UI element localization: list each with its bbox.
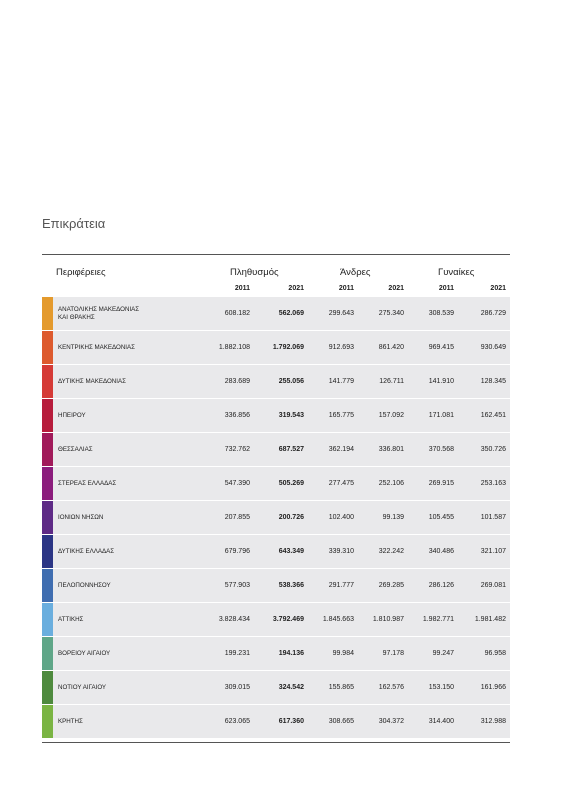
cell-women2011: 171.081 [428, 412, 454, 419]
region-color-swatch [42, 637, 53, 670]
cell-men2021: 252.106 [378, 480, 404, 487]
table-header [42, 255, 510, 297]
cell-pop2021: 562.069 [278, 310, 304, 317]
cell-women2011: 141.910 [428, 378, 454, 385]
cell-men2011: 102.400 [328, 514, 354, 521]
cell-men2011: 99.984 [332, 650, 354, 657]
cell-women2011: 269.915 [428, 480, 454, 487]
cell-pop2021: 505.269 [278, 480, 304, 487]
cell-men2021: 861.420 [378, 344, 404, 351]
region-name: ΙΟΝΙΩΝ ΝΗΣΩΝ [58, 513, 104, 521]
region-color-swatch [42, 671, 53, 704]
cell-women2011: 286.126 [428, 582, 454, 589]
cell-pop2011: 207.855 [224, 514, 250, 521]
cell-women2011: 1.982.771 [422, 616, 454, 623]
cell-men2021: 322.242 [378, 548, 404, 555]
cell-pop2011: 547.390 [224, 480, 250, 487]
region-name: ΑΝΑΤΟΛΙΚΗΣ ΜΑΚΕΔΟΝΙΑΣ ΚΑΙ ΘΡΑΚΗΣ [58, 305, 140, 321]
cell-men2021: 269.285 [378, 582, 404, 589]
cell-men2011: 912.693 [328, 344, 354, 351]
cell-men2011: 308.665 [328, 718, 354, 725]
cell-women2011: 340.486 [428, 548, 454, 555]
region-name: ΣΤΕΡΕΑΣ ΕΛΛΑΔΑΣ [58, 479, 117, 487]
region-name: ΚΡΗΤΗΣ [58, 717, 83, 725]
cell-women2011: 99.247 [432, 650, 454, 657]
cell-pop2021: 643.349 [278, 548, 304, 555]
cell-pop2011: 309.015 [224, 684, 250, 691]
table-row [42, 569, 510, 603]
cell-men2021: 126.711 [379, 378, 404, 385]
cell-women2011: 969.415 [428, 344, 454, 351]
cell-men2021: 99.139 [382, 514, 404, 521]
cell-men2011: 165.775 [328, 412, 354, 419]
region-color-swatch [42, 467, 53, 500]
cell-women2021: 1.981.482 [474, 616, 506, 623]
table-row [42, 637, 510, 671]
region-name: ΗΠΕΙΡΟΥ [58, 411, 86, 419]
cell-men2011: 277.475 [328, 480, 354, 487]
header-year: 2021 [490, 285, 506, 292]
table-row [42, 535, 510, 569]
region-color-swatch [42, 399, 53, 432]
cell-men2021: 304.372 [378, 718, 404, 725]
cell-pop2021: 617.360 [278, 718, 304, 725]
cell-women2021: 253.163 [480, 480, 506, 487]
cell-pop2021: 319.543 [278, 412, 304, 419]
cell-men2021: 97.178 [382, 650, 404, 657]
region-color-swatch [42, 297, 53, 330]
bottom-rule [42, 742, 510, 743]
header-women: Γυναίκες [438, 267, 475, 278]
cell-men2011: 1.845.663 [322, 616, 354, 623]
header-year: 2021 [388, 285, 404, 292]
table-row [42, 603, 510, 637]
header-year: 2011 [234, 285, 250, 292]
cell-pop2011: 623.065 [224, 718, 250, 725]
cell-men2021: 1.810.987 [372, 616, 404, 623]
cell-women2011: 105.455 [428, 514, 454, 521]
cell-pop2011: 577.903 [224, 582, 250, 589]
cell-men2021: 157.092 [378, 412, 404, 419]
cell-pop2011: 199.231 [224, 650, 250, 657]
cell-women2021: 350.726 [480, 446, 506, 453]
region-color-swatch [42, 705, 53, 738]
cell-men2021: 336.801 [378, 446, 404, 453]
region-color-swatch [42, 603, 53, 636]
cell-women2011: 308.539 [428, 310, 454, 317]
cell-pop2021: 3.792.469 [272, 616, 304, 623]
header-year: 2011 [338, 285, 354, 292]
region-color-swatch [42, 569, 53, 602]
page-title: Επικράτεια [42, 216, 106, 231]
table-row [42, 501, 510, 535]
cell-pop2011: 283.689 [224, 378, 250, 385]
region-name: ΝΟΤΙΟΥ ΑΙΓΑΙΟΥ [58, 683, 107, 691]
cell-men2011: 339.310 [328, 548, 354, 555]
region-color-swatch [42, 501, 53, 534]
region-color-swatch [42, 535, 53, 568]
cell-pop2021: 1.792.069 [272, 344, 304, 351]
cell-men2011: 141.779 [328, 378, 354, 385]
table-row [42, 671, 510, 705]
cell-women2011: 153.150 [428, 684, 454, 691]
cell-pop2021: 687.527 [278, 446, 304, 453]
table-row [42, 705, 510, 739]
cell-pop2011: 1.882.108 [218, 344, 250, 351]
cell-women2021: 161.966 [480, 684, 506, 691]
cell-men2011: 155.865 [328, 684, 354, 691]
header-men: Άνδρες [340, 267, 371, 278]
cell-women2021: 96.958 [484, 650, 506, 657]
cell-women2021: 312.988 [480, 718, 506, 725]
cell-pop2021: 194.136 [278, 650, 304, 657]
cell-men2011: 299.643 [328, 310, 354, 317]
cell-pop2021: 200.726 [278, 514, 304, 521]
cell-men2011: 291.777 [328, 582, 354, 589]
cell-women2011: 370.568 [428, 446, 454, 453]
region-name: ΑΤΤΙΚΗΣ [58, 615, 84, 623]
table-row [42, 433, 510, 467]
cell-pop2021: 255.056 [278, 378, 304, 385]
table-row [42, 365, 510, 399]
cell-women2021: 162.451 [480, 412, 506, 419]
cell-women2021: 286.729 [480, 310, 506, 317]
cell-men2021: 275.340 [378, 310, 404, 317]
region-name: ΒΟΡΕΙΟΥ ΑΙΓΑΙΟΥ [58, 649, 111, 657]
cell-pop2021: 538.366 [278, 582, 304, 589]
header-year: 2011 [438, 285, 454, 292]
cell-women2021: 930.649 [480, 344, 506, 351]
region-name: ΔΥΤΙΚΗΣ ΜΑΚΕΔΟΝΙΑΣ [58, 377, 126, 385]
header-population: Πληθυσμός [230, 267, 279, 278]
cell-pop2011: 732.762 [224, 446, 250, 453]
cell-women2021: 128.345 [480, 378, 506, 385]
cell-men2011: 362.194 [328, 446, 354, 453]
cell-pop2021: 324.542 [278, 684, 304, 691]
header-year: 2021 [288, 285, 304, 292]
population-table [42, 254, 510, 743]
cell-women2021: 321.107 [480, 548, 506, 555]
cell-pop2011: 336.856 [224, 412, 250, 419]
table-body [42, 297, 510, 739]
cell-men2021: 162.576 [378, 684, 404, 691]
table-row [42, 399, 510, 433]
cell-pop2011: 3.828.434 [218, 616, 250, 623]
region-color-swatch [42, 331, 53, 364]
region-color-swatch [42, 433, 53, 466]
region-color-swatch [42, 365, 53, 398]
cell-women2021: 101.587 [480, 514, 506, 521]
cell-women2011: 314.400 [428, 718, 454, 725]
header-region: Περιφέρειες [56, 267, 106, 278]
region-name: ΚΕΝΤΡΙΚΗΣ ΜΑΚΕΔΟΝΙΑΣ [58, 343, 135, 351]
table-row [42, 467, 510, 501]
region-name: ΘΕΣΣΑΛΙΑΣ [58, 445, 93, 453]
region-name: ΔΥΤΙΚΗΣ ΕΛΛΑΔΑΣ [58, 547, 115, 555]
cell-pop2011: 679.796 [224, 548, 250, 555]
region-name: ΠΕΛΟΠΟΝΝΗΣΟΥ [58, 581, 111, 589]
table-row [42, 297, 510, 331]
table-row [42, 331, 510, 365]
cell-women2021: 269.081 [480, 582, 506, 589]
cell-pop2011: 608.182 [224, 310, 250, 317]
